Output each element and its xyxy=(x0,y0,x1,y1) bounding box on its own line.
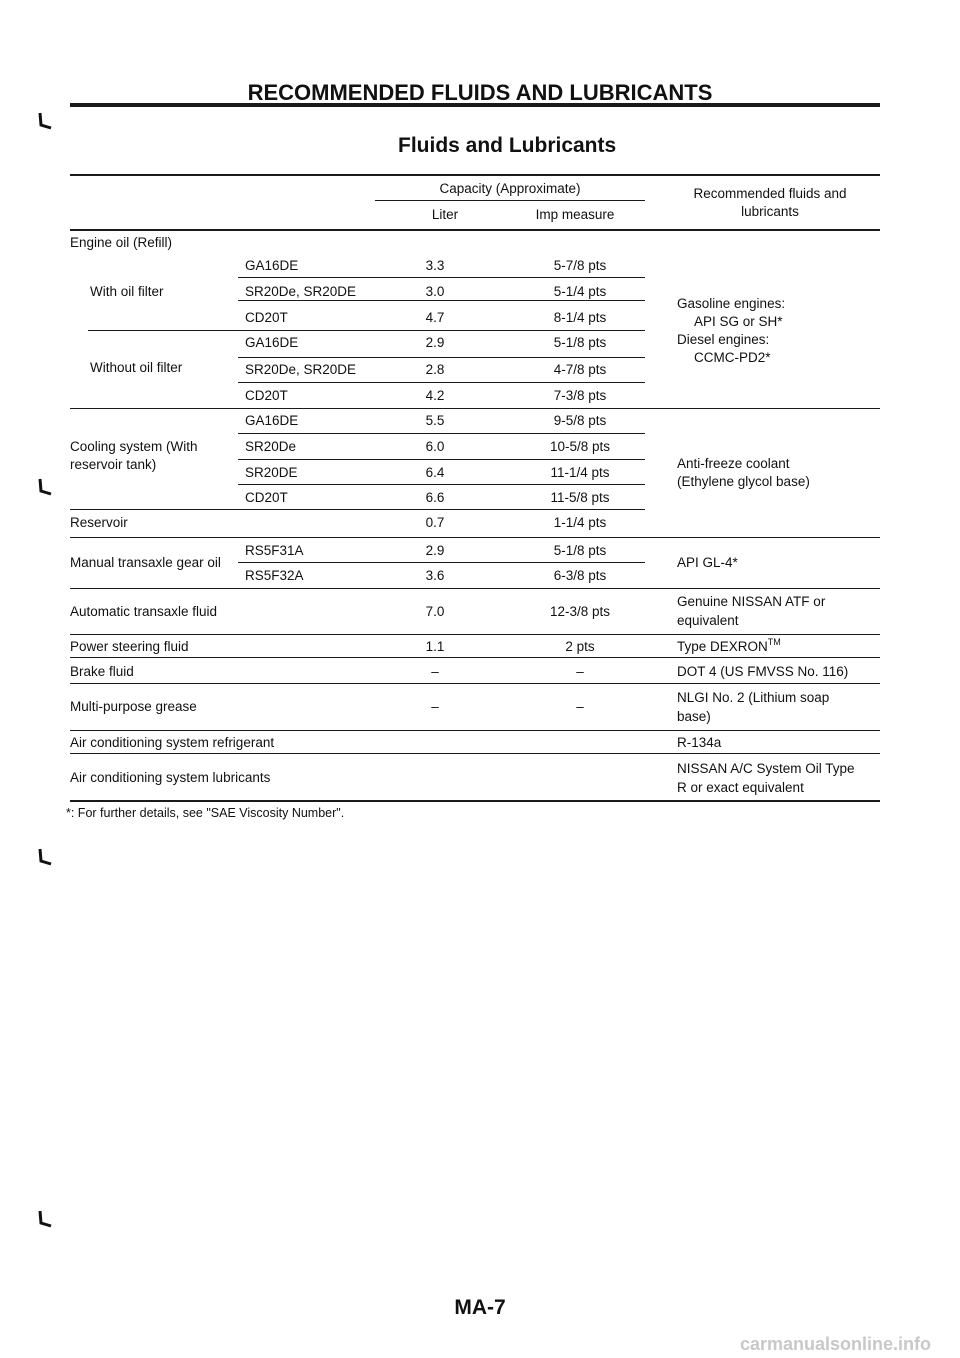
recommended-header: lubricants xyxy=(741,204,799,219)
table-rule xyxy=(70,588,880,589)
liter-cell: 4.2 xyxy=(425,388,445,403)
table-rule xyxy=(238,300,645,301)
recommended-cell: API GL-4* xyxy=(677,555,738,570)
liter-cell: 3.3 xyxy=(425,258,445,273)
imp-cell: 12-3/8 pts xyxy=(549,604,611,619)
ac-lubricants-label: Air conditioning system lubricants xyxy=(70,770,271,785)
imp-cell: 10-5/8 pts xyxy=(549,439,611,454)
with-oil-filter-label: With oil filter xyxy=(90,284,164,299)
corner-mark-icon xyxy=(38,478,52,496)
grease-label: Multi-purpose grease xyxy=(70,699,197,714)
header-rule xyxy=(70,103,880,107)
table-rule xyxy=(238,459,645,460)
liter-cell: 4.7 xyxy=(425,310,445,325)
cooling-label: Cooling system (With xyxy=(70,439,198,454)
liter-cell: 5.5 xyxy=(425,413,445,428)
table-rule xyxy=(238,484,645,485)
imp-cell: 5-1/8 pts xyxy=(553,543,607,558)
engine-cell: GA16DE xyxy=(245,335,299,350)
engine-cell: GA16DE xyxy=(245,413,299,428)
table-rule xyxy=(238,357,645,358)
liter-cell: – xyxy=(431,664,439,679)
recommended-cell: NISSAN A/C System Oil Type xyxy=(677,761,855,776)
model-cell: RS5F31A xyxy=(245,543,304,558)
imp-cell: 1-1/4 pts xyxy=(553,515,607,530)
imp-cell: 2 pts xyxy=(565,639,595,654)
recommended-cell: DOT 4 (US FMVSS No. 116) xyxy=(677,664,849,679)
recommended-cell: base) xyxy=(677,709,711,724)
recommended-cell: Genuine NISSAN ATF or xyxy=(677,594,826,609)
imp-header: Imp measure xyxy=(535,207,615,222)
imp-cell: 9-5/8 pts xyxy=(553,413,607,428)
section-title: RECOMMENDED FLUIDS AND LUBRICANTS xyxy=(247,80,713,105)
table-top-rule xyxy=(70,174,880,176)
liter-cell: 3.0 xyxy=(425,284,445,299)
imp-cell: 8-1/4 pts xyxy=(553,310,607,325)
automatic-transaxle-label: Automatic transaxle fluid xyxy=(70,604,218,619)
corner-mark-icon xyxy=(38,112,52,130)
header-bottom-rule xyxy=(70,229,880,231)
ac-refrigerant-label: Air conditioning system refrigerant xyxy=(70,735,275,750)
engine-cell: SR20De, SR20DE xyxy=(245,284,357,299)
recommended-cell: Diesel engines: xyxy=(677,332,770,347)
imp-cell: 11-1/4 pts xyxy=(550,465,610,480)
recommended-cell: NLGI No. 2 (Lithium soap xyxy=(677,690,830,705)
engine-cell: CD20T xyxy=(245,388,288,403)
liter-cell: 7.0 xyxy=(425,604,445,619)
imp-cell: 5-1/8 pts xyxy=(553,335,607,350)
engine-oil-label: Engine oil (Refill) xyxy=(70,235,173,250)
recommended-cell: CCMC-PD2* xyxy=(694,350,771,365)
liter-cell: 2.9 xyxy=(425,543,445,558)
table-bottom-rule xyxy=(70,800,880,802)
imp-cell: 4-7/8 pts xyxy=(553,362,607,377)
table-rule xyxy=(238,277,645,278)
recommended-cell xyxy=(677,639,781,655)
imp-cell: 11-5/8 pts xyxy=(550,490,610,505)
recommended-cell: Anti-freeze coolant xyxy=(677,456,790,471)
imp-cell: – xyxy=(576,699,584,714)
recommended-cell: API SG or SH* xyxy=(694,314,783,329)
watermark: carmanualsonline.info xyxy=(740,1334,932,1354)
liter-cell: 6.0 xyxy=(425,439,445,454)
table-rule xyxy=(70,753,880,754)
liter-cell: 6.6 xyxy=(425,490,445,505)
table-rule xyxy=(238,433,645,434)
dexron-label: Type DEXRON xyxy=(677,639,768,654)
trademark-mark: TM xyxy=(767,637,781,647)
liter-header: Liter xyxy=(431,207,459,222)
liter-cell: 2.8 xyxy=(425,362,445,377)
liter-cell: 6.4 xyxy=(425,465,445,480)
recommended-cell: Gasoline engines: xyxy=(677,296,786,311)
without-oil-filter-label: Without oil filter xyxy=(90,360,183,375)
power-steering-label: Power steering fluid xyxy=(70,639,189,654)
footnote: *: For further details, see "SAE Viscosity Number". xyxy=(66,806,345,820)
imp-cell: 5-1/4 pts xyxy=(553,284,607,299)
table-rule xyxy=(70,537,880,538)
recommended-cell: (Ethylene glycol base) xyxy=(677,474,810,489)
table-rule xyxy=(70,408,880,409)
liter-cell: – xyxy=(431,699,439,714)
capacity-header: Capacity (Approximate) xyxy=(439,181,581,196)
recommended-cell: equivalent xyxy=(677,613,739,628)
table-rule xyxy=(238,562,645,563)
brake-fluid-label: Brake fluid xyxy=(70,664,134,679)
imp-cell: 7-3/8 pts xyxy=(553,388,607,403)
table-rule xyxy=(238,382,645,383)
liter-cell: 0.7 xyxy=(425,515,445,530)
reservoir-label: Reservoir xyxy=(70,515,128,530)
engine-cell: SR20De, SR20DE xyxy=(245,362,357,377)
table-rule xyxy=(88,330,645,331)
table-rule xyxy=(70,730,880,731)
model-cell: RS5F32A xyxy=(245,568,304,583)
engine-cell: SR20DE xyxy=(245,465,298,480)
cooling-label: reservoir tank) xyxy=(70,457,157,472)
engine-cell: SR20De xyxy=(245,439,297,454)
recommended-cell: R or exact equivalent xyxy=(677,780,804,795)
recommended-header: Recommended fluids and xyxy=(693,186,847,201)
corner-mark-icon xyxy=(38,1210,52,1228)
imp-cell: 6-3/8 pts xyxy=(553,568,607,583)
recommended-cell: R-134a xyxy=(677,735,722,750)
liter-cell: 3.6 xyxy=(425,568,445,583)
engine-cell: GA16DE xyxy=(245,258,299,273)
liter-cell: 1.1 xyxy=(425,639,445,654)
table-rule xyxy=(70,634,880,635)
table-rule xyxy=(70,657,880,658)
capacity-rule xyxy=(375,200,645,201)
engine-cell: CD20T xyxy=(245,490,288,505)
corner-mark-icon xyxy=(38,848,52,866)
table-rule xyxy=(70,509,645,510)
imp-cell: – xyxy=(576,664,584,679)
page-number: MA-7 xyxy=(454,1296,506,1319)
page-subtitle: Fluids and Lubricants xyxy=(398,134,617,157)
table-rule xyxy=(70,683,880,684)
liter-cell: 2.9 xyxy=(425,335,445,350)
engine-cell: CD20T xyxy=(245,310,288,325)
manual-transaxle-label: Manual transaxle gear oil xyxy=(70,555,221,570)
imp-cell: 5-7/8 pts xyxy=(553,258,607,273)
